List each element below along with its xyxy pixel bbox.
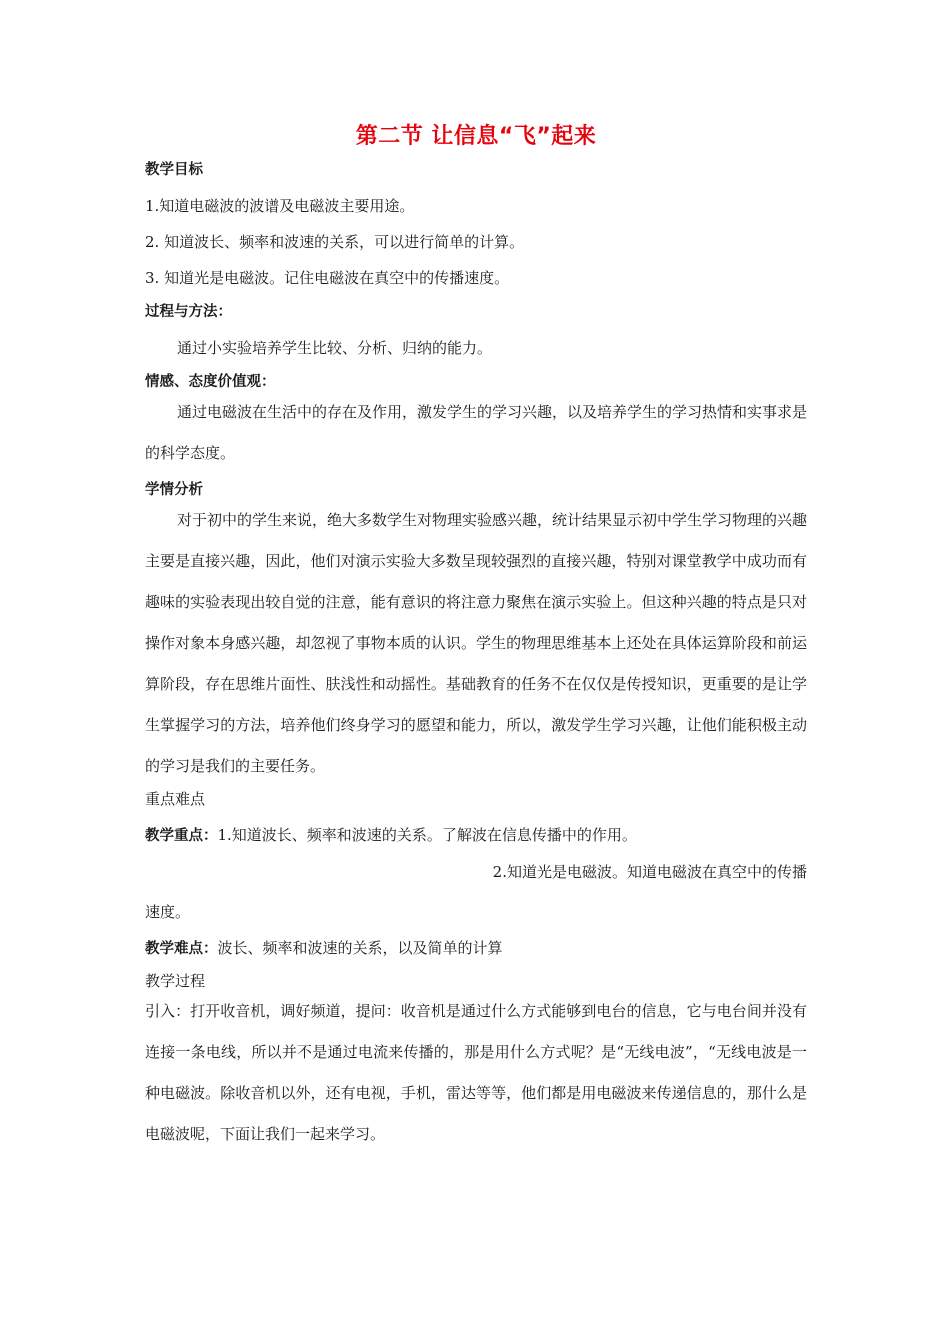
- process-heading: 过程与方法：: [145, 304, 232, 320]
- process-text: 通过小实验培养学生比较、分析、归纳的能力。: [177, 339, 493, 357]
- objective-item: 2. 知道波长、频率和波速的关系，可以进行简单的计算。: [145, 233, 525, 251]
- intro-text: 引入：打开收音机，调好频道，提问：收音机是通过什么方式能够到电台的信息，它与电台间并没有连接一条电线，所以并不是通过电流来传播的，那是用什么方式呢？是“无线电波”，“无线电波是一种电磁波。除收音机以外，还有电视，手机，雷达等等，他们都是用电磁波来传递信息的，那什么是电磁波呢，下面让我们一起来学习。: [145, 1002, 807, 1143]
- keypoints-heading: 重点难点: [145, 790, 206, 808]
- attitude-text: 通过电磁波在生活中的存在及作用，激发学生的学习兴趣，以及培养学生的学习热情和实事求是的科学态度。: [145, 403, 808, 462]
- page-title: 第二节 让信息“飞”起来: [355, 124, 597, 149]
- key-item-2: 2.知道光是电磁波。知道电磁波在真空中的传播: [492, 863, 807, 881]
- document-body: [145, 120, 807, 1155]
- key-label: 教学重点：: [145, 828, 218, 844]
- procedure-heading: 教学过程: [145, 972, 206, 990]
- analysis-text: 对于初中的学生来说，绝大多数学生对物理实验感兴趣，统计结果显示初中学生学习物理的兴趣主要是直接兴趣，因此，他们对演示实验大多数呈现较强烈的直接兴趣，特别对课堂教学中成功而有趣味的实验表现出较自觉的注意，能有意识的将注意力聚焦在演示实验上。但这种兴趣的特点是只对操作对象本身感兴趣，却忽视了事物本质的认识。学生的物理思维基本上还处在具体运算阶段和前运算阶段，存在思维片面性、肤浅性和动摇性。基础教育的任务不在仅仅是传授知识，更重要的是让学生掌握学习的方法，培养他们终身学习的愿望和能力，所以，激发学生学习兴趣，让他们能积极主动的学习是我们的主要任务。: [145, 511, 808, 775]
- attitude-heading: 情感、态度价值观：: [145, 374, 276, 390]
- key-item-1: 1.知道波长、频率和波速的关系。了解波在信息传播中的作用。: [217, 826, 637, 844]
- difficulty-label: 教学难点：: [145, 941, 218, 957]
- objective-item: 1.知道电磁波的波谱及电磁波主要用途。: [145, 197, 415, 215]
- objective-item: 3. 知道光是电磁波。记住电磁波在真空中的传播速度。: [145, 269, 510, 287]
- analysis-heading: 学情分析: [145, 482, 203, 498]
- key-point-row: [145, 819, 807, 856]
- objectives-heading: 教学目标: [145, 162, 203, 178]
- difficulty-text: 波长、频率和波速的关系，以及简单的计算: [217, 939, 503, 957]
- difficulty-row: [145, 932, 807, 969]
- key-item-2-continued: 速度。: [145, 903, 191, 921]
